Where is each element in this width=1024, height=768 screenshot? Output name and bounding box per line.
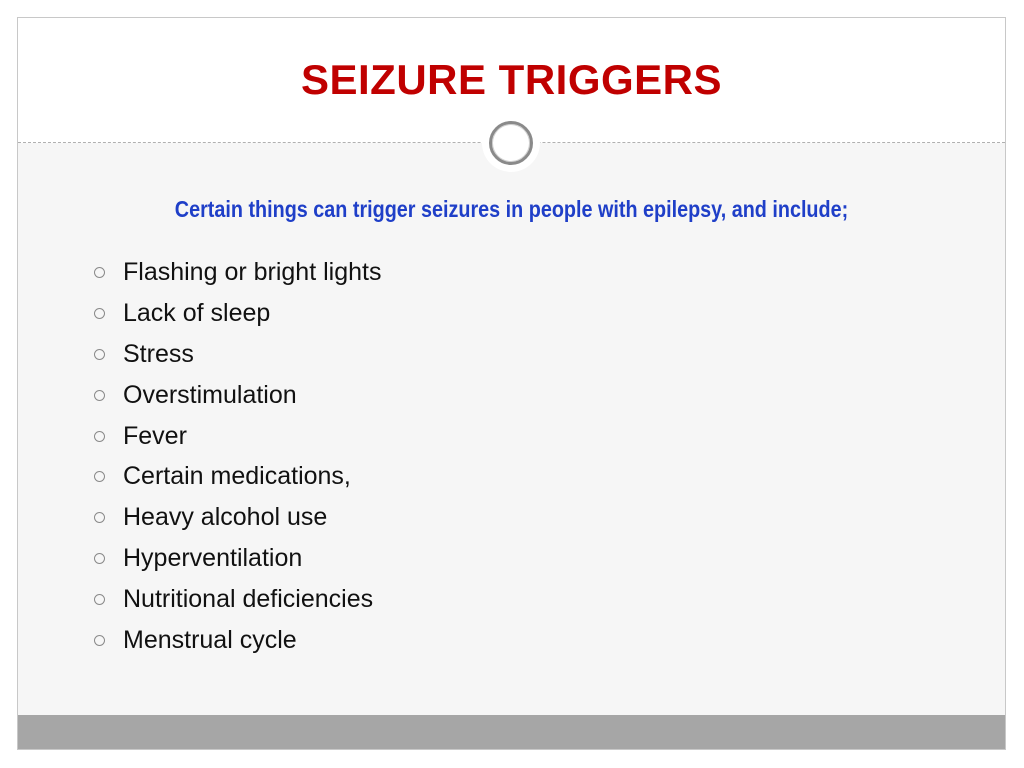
slide bbox=[17, 17, 1006, 750]
list-item-text: Lack of sleep bbox=[123, 298, 271, 327]
list-item bbox=[94, 334, 381, 375]
list-item bbox=[94, 293, 381, 334]
hollow-circle-bullet-icon bbox=[94, 471, 105, 482]
list-item-text: Hyperventilation bbox=[123, 544, 303, 573]
list-item-text: Stress bbox=[123, 339, 194, 368]
list-item-text: Menstrual cycle bbox=[123, 625, 297, 654]
list-item-text: Flashing or bright lights bbox=[123, 257, 382, 286]
hollow-circle-bullet-icon bbox=[94, 553, 105, 564]
list-item bbox=[94, 497, 381, 538]
list-item-text: Nutritional deficiencies bbox=[123, 585, 374, 614]
list-item bbox=[94, 416, 381, 457]
trigger-list bbox=[94, 252, 381, 661]
list-item-text: Fever bbox=[123, 421, 187, 450]
list-item-text: Heavy alcohol use bbox=[123, 503, 328, 532]
list-item bbox=[94, 375, 381, 416]
hollow-circle-bullet-icon bbox=[94, 431, 105, 442]
list-item bbox=[94, 456, 381, 497]
hollow-circle-bullet-icon bbox=[94, 635, 105, 646]
hollow-circle-bullet-icon bbox=[94, 349, 105, 360]
bottom-bar bbox=[18, 715, 1005, 749]
hollow-circle-bullet-icon bbox=[94, 267, 105, 278]
list-item-text: Certain medications, bbox=[123, 462, 351, 491]
hollow-circle-bullet-icon bbox=[94, 512, 105, 523]
list-item bbox=[94, 620, 381, 661]
list-item-text: Overstimulation bbox=[123, 380, 297, 409]
slide-subtitle: Certain things can trigger seizures in people with epilepsy, and include; bbox=[174, 196, 849, 222]
list-item bbox=[94, 579, 381, 620]
list-item bbox=[94, 252, 381, 293]
hollow-circle-bullet-icon bbox=[94, 594, 105, 605]
list-item bbox=[94, 538, 381, 579]
ring-divider-icon bbox=[489, 121, 533, 165]
slide-title: SEIZURE TRIGGERS bbox=[300, 56, 723, 103]
hollow-circle-bullet-icon bbox=[94, 308, 105, 319]
hollow-circle-bullet-icon bbox=[94, 390, 105, 401]
